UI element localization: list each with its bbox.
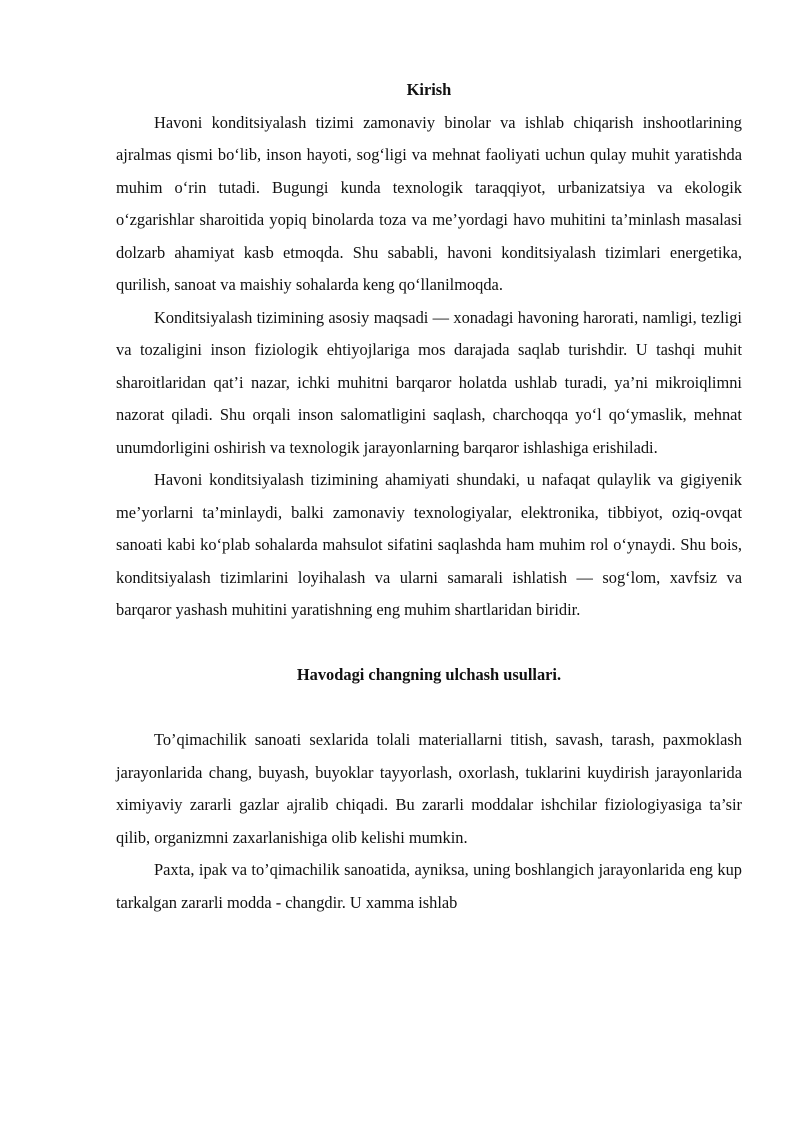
document-page — [116, 74, 742, 919]
spacer — [116, 627, 742, 660]
paragraph: Paxta, ipak va to’qimachilik sanoatida, ayniksa, uning boshlangich jarayonlarida eng kup tarkalgan zararli modda - changdir. U xamma ishlab — [116, 860, 742, 912]
paragraph: Havoni konditsiyalash tizimining ahamiyati shundaki, u nafaqat qulaylik va gigiyenik me’yorlarni ta’minlaydi, balki zamonaviy texnologiyalar, elektronika, tibbiyot, oziq-ovqat sanoati kabi ko‘plab sohalarda mahsulot sifatini saqlashda ham muhim rol o‘ynaydi. Shu bois, konditsiyalash tizimlarini loyihalash va ularni samarali ishlatish — sog‘lom, xavfsiz va barqaror yashash muhitini yaratishning eng muhim shartlaridan biridir. — [116, 470, 742, 619]
section-heading-dust-measurement: Havodagi changning ulchash usullari. — [296, 665, 562, 684]
section-heading-kirish: Kirish — [406, 80, 452, 99]
paragraph: To’qimachilik sanoati sexlarida tolali materiallarni titish, savash, tarash, paxmoklash jarayonlarida chang, buyash, buyoklar tayyorlash, oxorlash, tuklarini kuydirish jarayonlarida ximiyaviy zararli gazlar ajralib chiqadi. Bu zararli moddalar ishchilar fiziologiyasiga ta’sir qilib, organizmni zaxarlanishiga olib kelishi mumkin. — [116, 730, 742, 847]
paragraph: Konditsiyalash tizimining asosiy maqsadi — xonadagi havoning harorati, namligi, tezligi va tozaligini inson fiziologik ehtiyojlariga mos darajada saqlab turishdir. U tashqi muhit sharoitlaridan qat’i nazar, ichki muhitni barqaror holatda ushlab turadi, ya’ni mikroiqlimni nazorat qiladi. Shu orqali inson salomatligini saqlash, charchoqqa yo‘l qo‘ymaslik, mehnat unumdorligini oshirish va texnologik jarayonlarning barqaror ishlashiga erishiladi. — [116, 307, 742, 457]
spacer — [116, 692, 742, 725]
paragraph: Havoni konditsiyalash tizimi zamonaviy binolar va ishlab chiqarish inshootlarining ajralmas qismi bo‘lib, inson hayoti, sog‘ligi va mehnat faoliyati uchun qulay muhit yaratishda muhim o‘rin tutadi. Bugungi kunda texnologik taraqqiyot, urbanizatsiya va ekologik o‘zgarishlar sharoitida yopiq binolarda toza va me’yordagi havo muhitini ta’minlash masalasi dolzarb ahamiyat kasb etmoqda. Shu sababli, havoni konditsiyalash tizimlari energetika, qurilish, sanoat va maishiy sohalarda keng qo‘llanilmoqda. — [116, 112, 742, 294]
